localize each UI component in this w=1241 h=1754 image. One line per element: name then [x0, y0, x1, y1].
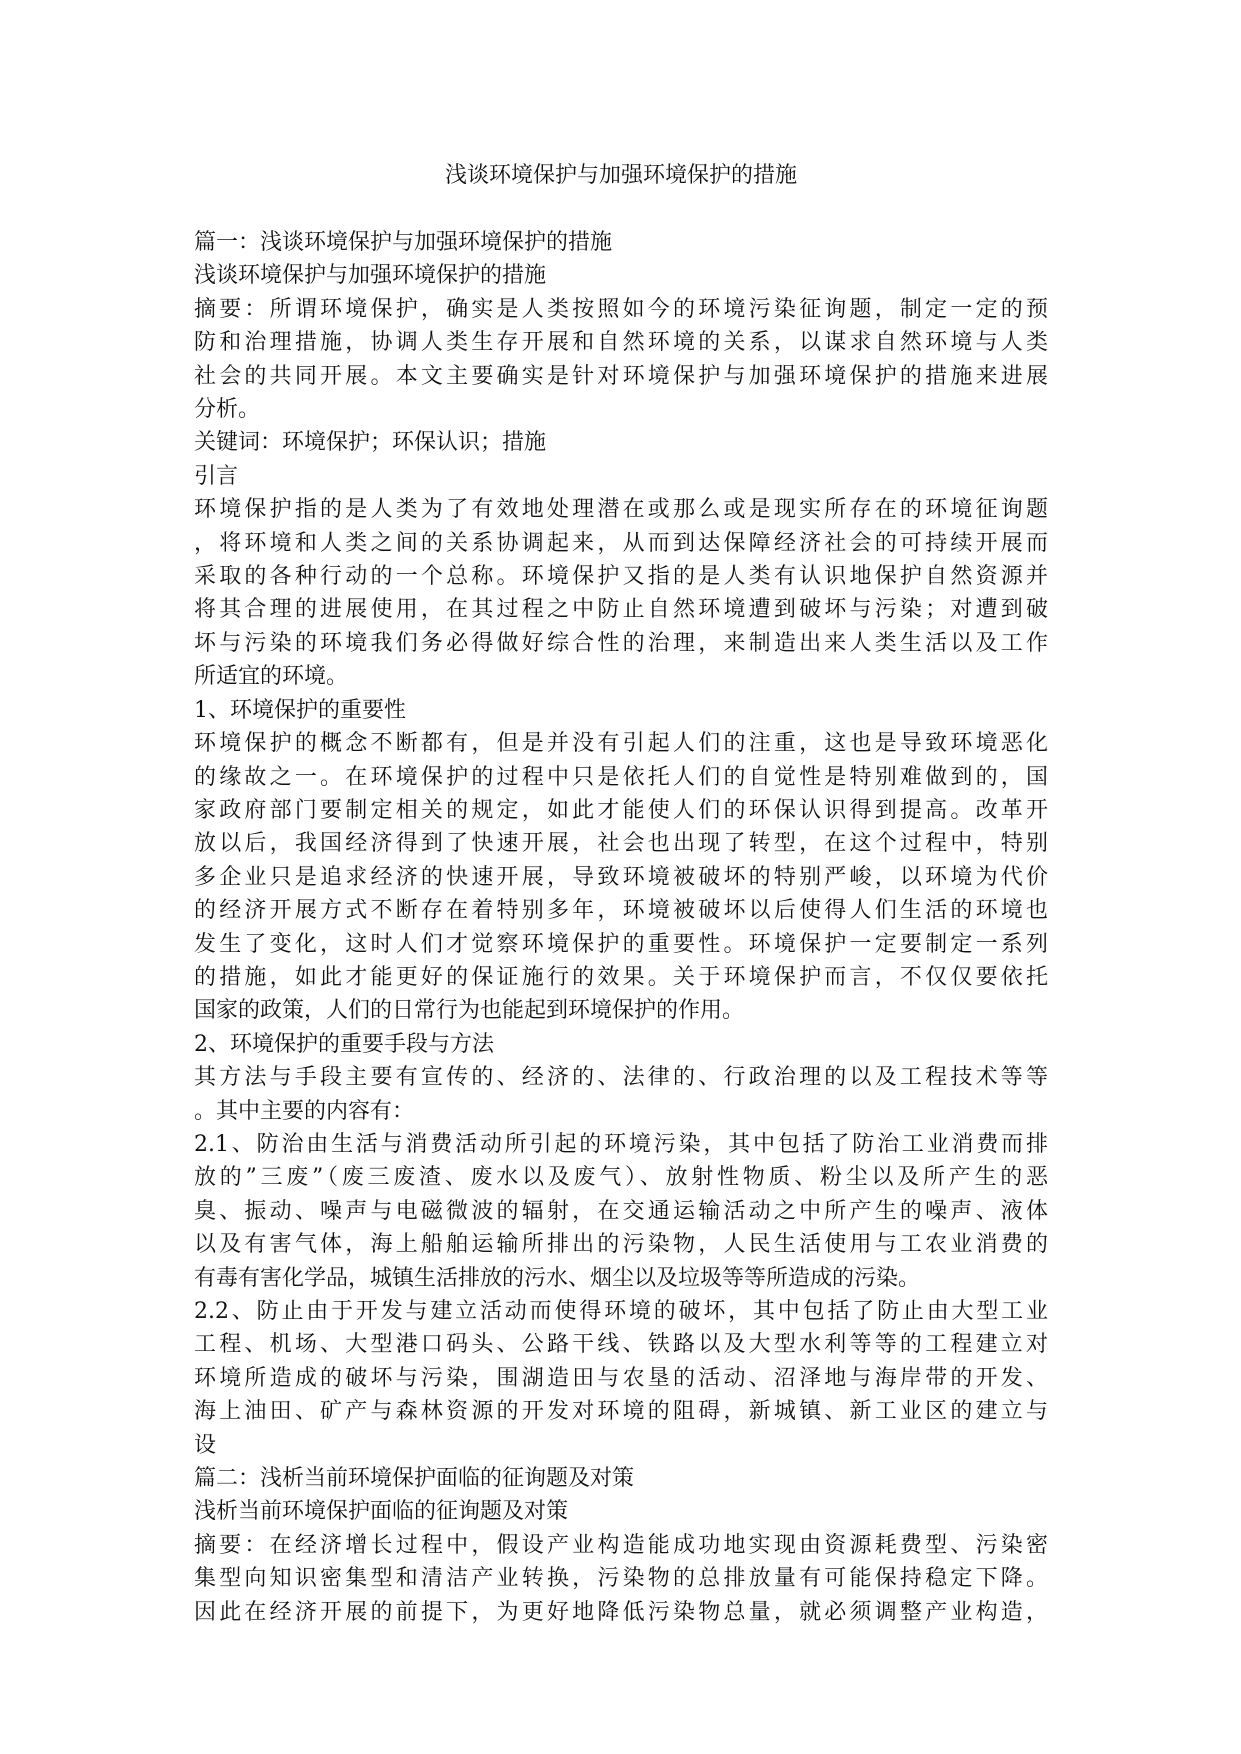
text-line: 2.1、防治由生活与消费活动所引起的环境污染，其中包括了防治工业消费而排	[194, 1131, 1048, 1157]
text-line: 工程、机场、大型港口码头、公路干线、铁路以及大型水利等等的工程建立对	[194, 1332, 1048, 1358]
text-line: 环境所造成的破坏与污染，围湖造田与农垦的活动、沼泽地与海岸带的开发、	[194, 1365, 1048, 1391]
text-line: 。其中主要的内容有：	[194, 1098, 415, 1124]
text-line: 因此在经济开展的前提下，为更好地降低污染物总量，就必须调整产业构造，	[194, 1599, 1048, 1625]
text-line: ，将环境和人类之间的关系协调起来，从而到达保障经济社会的可持续开展而	[194, 530, 1048, 556]
text-line: 臭、振动、噪声与电磁微波的辐射，在交通运输活动之中所产生的噪声、液体	[194, 1198, 1048, 1224]
text-line: 社会的共同开展。本文主要确实是针对环境保护与加强环境保护的措施来进展	[194, 363, 1048, 389]
text-line: 分析。	[194, 397, 261, 423]
text-line: 环境保护指的是人类为了有效地处理潜在或那么或是现实所存在的环境征询题	[194, 497, 1048, 523]
text-line: 坏与污染的环境我们务必得做好综合性的治理，来制造出来人类生活以及工作	[194, 630, 1048, 656]
text-line: 浅析当前环境保护面临的征询题及对策	[194, 1499, 569, 1525]
text-line: 浅谈环境保护与加强环境保护的措施	[194, 263, 547, 289]
text-line: 的经济开展方式不断存在着特别多年，环境被破坏以后使得人们生活的环境也	[194, 898, 1048, 924]
text-line: 集型向知识密集型和清洁产业转换，污染物的总排放量有可能保持稳定下降。	[194, 1566, 1048, 1592]
text-line: 以及有害气体，海上船舶运输所排出的污染物，人民生活使用与工农业消费的	[194, 1232, 1048, 1258]
text-line: 放以后，我国经济得到了快速开展，社会也出现了转型，在这个过程中，特别	[194, 831, 1048, 857]
text-line: 引言	[194, 463, 239, 489]
text-line: 1、环境保护的重要性	[194, 697, 406, 723]
text-line: 将其合理的进展使用，在其过程之中防止自然环境遭到破坏与污染；对遭到破	[194, 597, 1048, 623]
text-line: 发生了变化，这时人们才觉察环境保护的重要性。环境保护一定要制定一系列	[194, 931, 1048, 957]
text-line: 2.2、防止由于开发与建立活动而使得环境的破坏，其中包括了防止由大型工业	[194, 1299, 1048, 1324]
text-line: 采取的各种行动的一个总称。环境保护又指的是人类有认识地保护自然资源并	[194, 564, 1048, 590]
text-line: 关键词：环境保护；环保认识；措施	[194, 430, 547, 456]
text-line: 摘要：在经济增长过程中，假设产业构造能成功地实现由资源耗费型、污染密	[194, 1532, 1048, 1558]
text-line: 所适宜的环境。	[194, 664, 349, 690]
document-body	[194, 226, 1048, 1629]
text-line: 2、环境保护的重要手段与方法	[194, 1031, 494, 1057]
text-line: 摘要：所谓环境保护，确实是人类按照如今的环境污染征询题，制定一定的预	[194, 296, 1048, 322]
text-line: 设	[194, 1432, 217, 1458]
text-line: 的措施，如此才能更好的保证施行的效果。关于环境保护而言，不仅仅要依托	[194, 964, 1048, 990]
text-line: 多企业只是追求经济的快速开展，导致环境被破坏的特别严峻，以环境为代价	[194, 864, 1048, 890]
text-line: 家政府部门要制定相关的规定，如此才能使人们的环保认识得到提高。改革开	[194, 797, 1048, 823]
text-line: 有毒有害化学品，城镇生活排放的污水、烟尘以及垃圾等等所造成的污染。	[194, 1265, 921, 1291]
text-line: 放的”三废”（废三废渣、废水以及废气）、放射性物质、粉尘以及所产生的恶	[194, 1165, 1048, 1191]
text-line: 其方法与手段主要有宣传的、经济的、法律的、行政治理的以及工程技术等等	[194, 1065, 1048, 1091]
text-line: 防和治理措施，协调人类生存开展和自然环境的关系，以谋求自然环境与人类	[194, 330, 1048, 356]
text-line: 环境保护的概念不断都有，但是并没有引起人们的注重，这也是导致环境恶化	[194, 731, 1048, 757]
text-line: 国家的政策，人们的日常行为也能起到环境保护的作用。	[194, 998, 745, 1024]
document-title: 浅谈环境保护与加强环境保护的措施	[444, 163, 797, 188]
text-line: 的缘故之一。在环境保护的过程中只是依托人们的自觉性是特别难做到的，国	[194, 764, 1048, 790]
document-page	[194, 160, 1048, 1629]
text-line: 海上油田、矿产与森林资源的开发对环境的阻碍，新城镇、新工业区的建立与	[194, 1399, 1048, 1425]
text-line: 篇一：浅谈环境保护与加强环境保护的措施	[194, 230, 613, 255]
text-line: 篇二：浅析当前环境保护面临的征询题及对策	[194, 1466, 635, 1492]
